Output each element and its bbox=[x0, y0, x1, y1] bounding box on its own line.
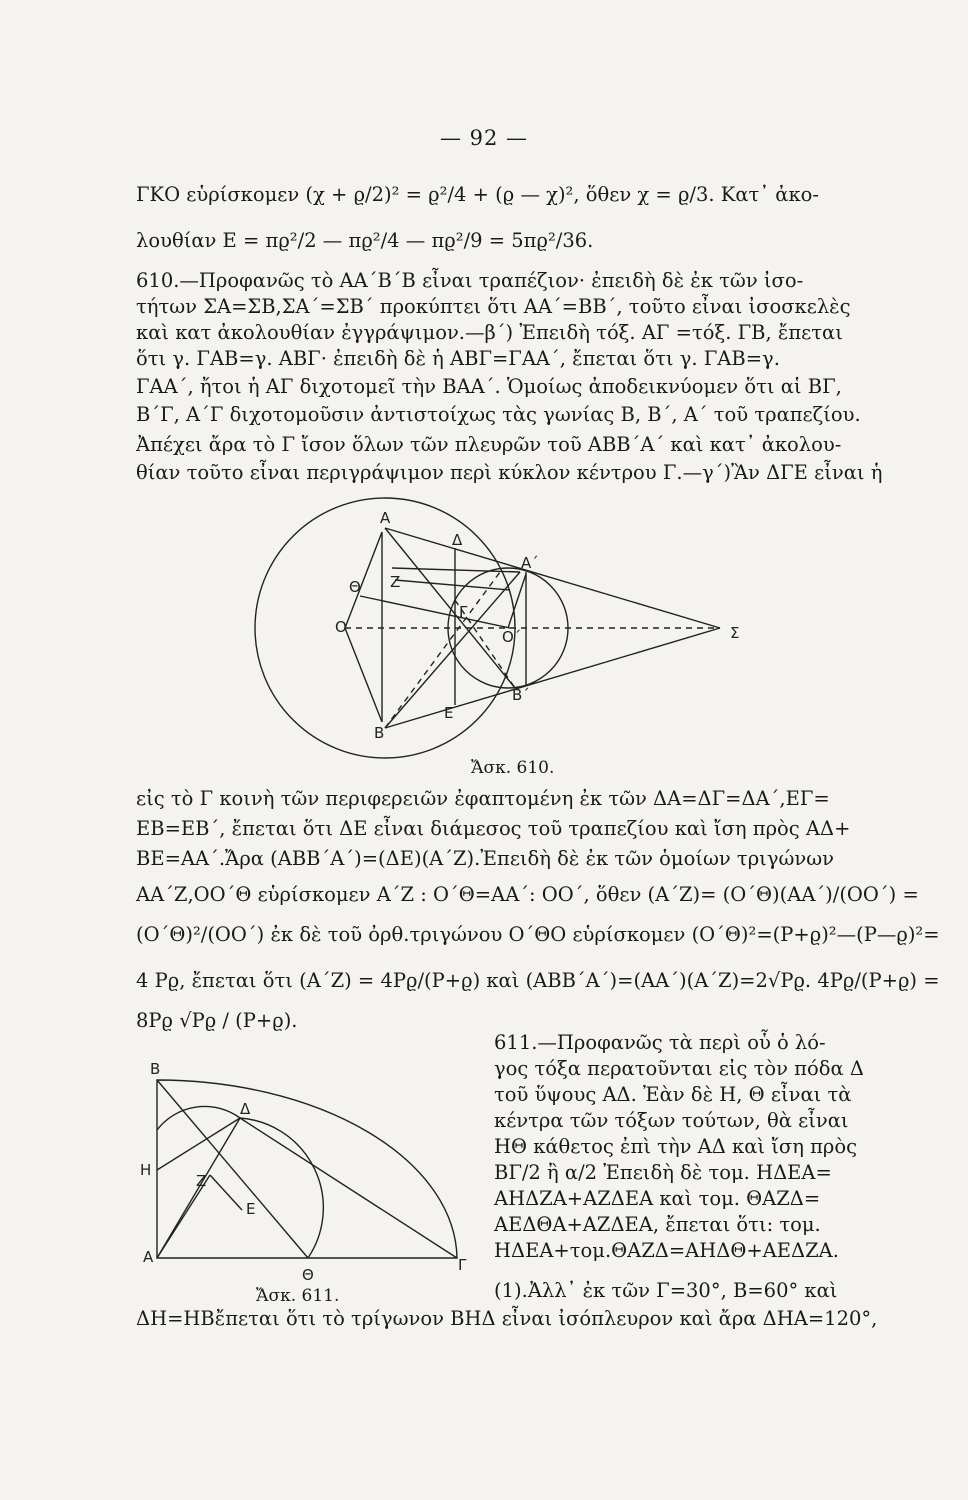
label-Theta: Θ bbox=[349, 578, 361, 596]
segment-Z-E bbox=[210, 1175, 242, 1210]
label-A-prime: A΄ bbox=[521, 554, 539, 572]
body-line: Ἀπέχει ἄρα τὸ Γ ἴσον ὅλων τῶν πλευρῶν τοῦ ΑΒΒ΄Α΄ καὶ κατ᾿ ἀκολου- bbox=[136, 433, 842, 456]
body-line: (Ο΄Θ)²/(ΟΟ΄) ἐκ δὲ τοῦ ὀρθ.τριγώνου Ο΄ΘΟ εὑρίσκομεν (Ο΄Θ)²=(Ρ+ϱ)²—(Ρ—ϱ)²= bbox=[136, 923, 940, 946]
paragraph-611-line: (1).Ἀλλ᾿ ἐκ τῶν Γ=30°, Β=60° καὶ bbox=[494, 1279, 838, 1302]
label-E: E bbox=[444, 704, 454, 722]
paragraph-611-line: τοῦ ὕψους ΑΔ. Ἐὰν δὲ Η, Θ εἶναι τὰ bbox=[494, 1083, 852, 1106]
body-line: 4 Ρϱ, ἔπεται ὅτι (Α΄Ζ) = 4Ρϱ/(Ρ+ϱ) καὶ (ΑΒΒ΄Α΄)=(ΑΑ΄)(Α΄Ζ)=2√Ρϱ. 4Ρϱ/(Ρ+ϱ) = bbox=[136, 969, 940, 992]
segment-B-Theta bbox=[157, 1080, 308, 1258]
paragraph-611-line: 611.—Προφανῶς τὰ περὶ οὗ ὁ λό- bbox=[494, 1031, 826, 1054]
body-line: Β΄Γ, Α΄Γ διχοτομοῦσιν ἀντιστοίχως τὰς γωνίας Β, Β΄, Α΄ τοῦ τραπεζίου. bbox=[136, 403, 861, 426]
label-B: B bbox=[374, 724, 385, 742]
label-Theta: Θ bbox=[302, 1266, 314, 1284]
body-line: ΓΚΟ εὑρίσκομεν (χ + ϱ/2)² = ϱ²/4 + (ϱ — χ)², ὅθεν χ = ϱ/3. Κατ᾿ ἀκο- bbox=[136, 183, 819, 206]
label-B-prime: B΄ bbox=[512, 686, 530, 704]
label-Delta: Δ bbox=[452, 531, 463, 549]
body-line: 8Ρϱ √Ρϱ / (Ρ+ϱ). bbox=[136, 1009, 298, 1032]
paragraph-611-line: ΑΕΔΘΑ+ΑΖΔΕΑ, ἔπεται ὅτι: τομ. bbox=[494, 1213, 821, 1236]
label-Gamma: Γ bbox=[458, 1256, 467, 1274]
label-Z: Z bbox=[196, 1172, 207, 1190]
arc-Theta bbox=[240, 1118, 323, 1258]
paragraph-611-line: ΗΘ κάθετος ἐπὶ τὴν ΑΔ καὶ ἴση πρὸς bbox=[494, 1135, 858, 1158]
paragraph-611-line: ΒΓ/2 ἢ α/2 Ἐπειδὴ δὲ τομ. ΗΔΕΑ= bbox=[494, 1161, 832, 1184]
figure-610-caption: Ἄσκ. 610. bbox=[471, 758, 555, 778]
body-line: τήτων ΣΑ=ΣΒ,ΣΑ΄=ΣΒ΄ προκύπτει ὅτι ΑΑ΄=ΒΒ΄, τοῦτο εἶναι ἰσοσκελὲς bbox=[136, 295, 851, 318]
body-line: καὶ κατ ἀκολουθίαν ἐγγράψιμον.—β΄) Ἐπειδὴ τόξ. ΑΓ =τόξ. ΓΒ, ἔπεται bbox=[136, 321, 843, 344]
label-Delta: Δ bbox=[240, 1100, 251, 1118]
label-A: A bbox=[143, 1248, 154, 1266]
body-line: ὅτι γ. ΓΑΒ=γ. ΑΒΓ· ἐπειδὴ δὲ ἡ ΑΒΓ=ΓΑΑ΄, ἔπεται ὅτι γ. ΓΑΒ=γ. bbox=[136, 347, 780, 370]
body-line: ΑΑ΄Ζ,ΟΟ΄Θ εὑρίσκομεν Α΄Ζ : Ο΄Θ=ΑΑ΄: ΟΟ΄, ὅθεν (Α΄Ζ)= (Ο΄Θ)(ΑΑ΄)/(ΟΟ΄) = bbox=[136, 883, 919, 906]
label-A: A bbox=[380, 509, 391, 527]
label-O: O bbox=[335, 618, 347, 636]
segment-Delta-Gamma bbox=[240, 1118, 457, 1258]
label-Gamma: Γ bbox=[459, 603, 468, 621]
figure-611 bbox=[130, 1060, 490, 1310]
label-B: B bbox=[150, 1060, 161, 1078]
body-line: εἰς τὸ Γ κοινὴ τῶν περιφερειῶν ἐφαπτομένη ἐκ τῶν ΔΑ=ΔΓ=ΔΑ΄,ΕΓ= bbox=[136, 787, 830, 810]
tangent-B-Sigma bbox=[385, 628, 720, 728]
label-H: H bbox=[140, 1161, 152, 1179]
body-line: θίαν τοῦτο εἶναι περιγράψιμον περὶ κύκλον κέντρου Γ.—γ΄)Ἂν ΔΓΕ εἶναι ἡ bbox=[136, 461, 883, 484]
label-E: E bbox=[246, 1200, 256, 1218]
label-O-prime: O΄ bbox=[502, 628, 522, 646]
label-Sigma: Σ bbox=[730, 624, 740, 642]
body-line: ΕΒ=ΕΒ΄, ἔπεται ὅτι ΔΕ εἶναι διάμεσος τοῦ τραπεζίου καὶ ἴση πρὸς ΑΔ+ bbox=[136, 817, 851, 840]
paragraph-611-line: γος τόξα περατοῦνται εἰς τὸν πόδα Δ bbox=[494, 1057, 864, 1080]
body-line: ΓΑΑ΄, ἤτοι ἡ ΑΓ διχοτομεῖ τὴν ΒΑΑ΄. Ὁμοίως ἀποδεικνύομεν ὅτι αἱ ΒΓ, bbox=[136, 375, 842, 398]
body-line: ΒΕ=ΑΑ΄.Ἄρα (ΑΒΒ΄Α΄)=(ΔΕ)(Α΄Ζ).Ἐπειδὴ δὲ ἐκ τῶν ὁμοίων τριγώνων bbox=[136, 847, 834, 870]
paragraph-611-line: ΗΔΕΑ+τομ.ΘΑΖΔ=ΑΗΔΘ+ΑΕΔΖΑ. bbox=[494, 1239, 839, 1262]
tangent-A-Sigma bbox=[385, 528, 720, 628]
segment-O-B bbox=[345, 628, 382, 722]
dash-B-Gamma bbox=[385, 572, 500, 728]
body-line: 610.—Προφανῶς τὸ ΑΑ΄Β΄Β εἶναι τραπέζιον· ἐπειδὴ δὲ ἐκ τῶν ἰσο- bbox=[136, 269, 804, 292]
segment-A-B-prime bbox=[385, 528, 515, 688]
body-line-last: ΔΗ=ΗΒἔπεται ὅτι τὸ τρίγωνον ΒΗΔ εἶναι ἰσόπλευρον καὶ ἄρα ΔΗΑ=120°, bbox=[136, 1307, 878, 1330]
label-Z: Z bbox=[390, 573, 401, 591]
body-line: λουθίαν Ε = πϱ²/2 — πϱ²/4 — πϱ²/9 = 5πϱ²/36. bbox=[136, 229, 594, 252]
paragraph-611-line: κέντρα τῶν τόξων τούτων, θὰ εἶναι bbox=[494, 1109, 849, 1132]
circle-large-O bbox=[255, 498, 515, 758]
paragraph-611-line: ΑΗΔΖΑ+ΑΖΔΕΑ καὶ τομ. ΘΑΖΔ= bbox=[494, 1187, 821, 1210]
page-number: — 92 — bbox=[439, 126, 529, 150]
figure-611-caption: Ἄσκ. 611. bbox=[256, 1286, 340, 1306]
